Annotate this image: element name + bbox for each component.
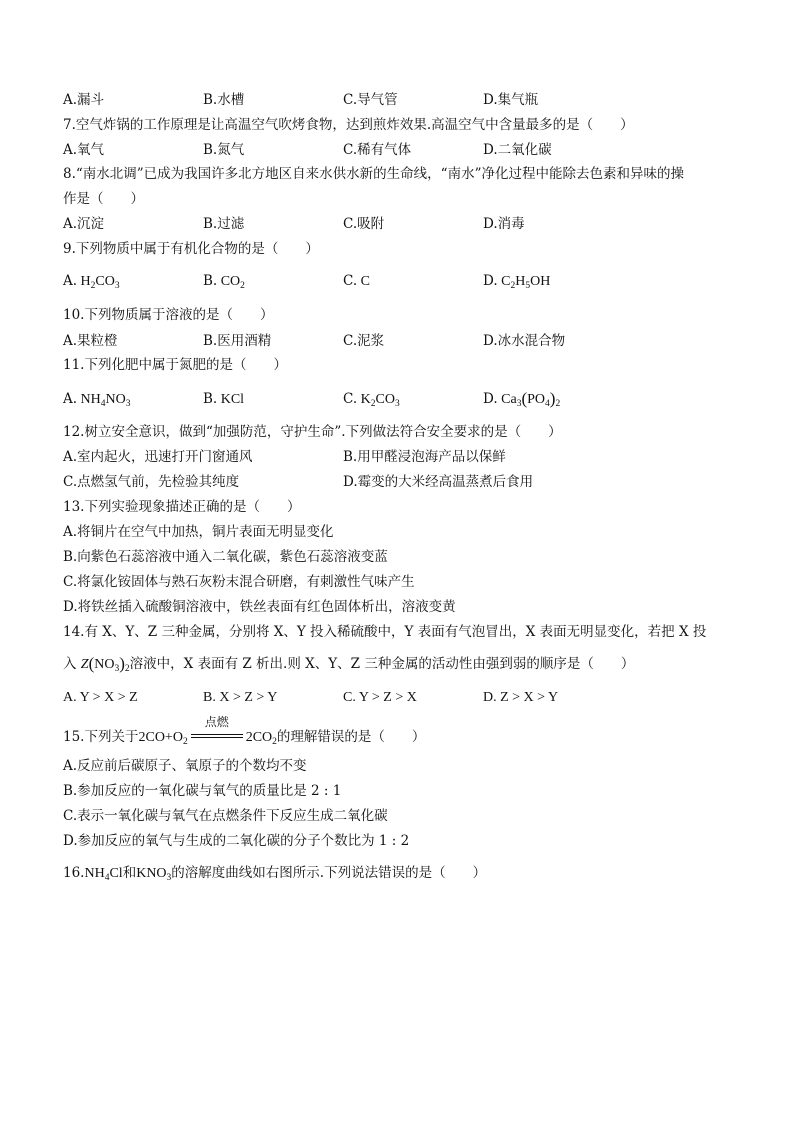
q11-option-a	[63, 390, 131, 409]
q11-formula-k2co3: $K_2CO_3$	[357, 392, 400, 409]
q16-stem-prefix: 16.	[63, 865, 85, 881]
q16-stem	[63, 864, 753, 883]
q11-option-c	[343, 390, 400, 409]
q12-option-d: D.霉变的大米经高温蒸煮后食用	[343, 474, 534, 490]
q13-option-c: C.将氯化铵固体与熟石灰粉末混合研磨，有刺激性气味产生	[63, 574, 415, 590]
q7-option-b: B.氮气	[203, 142, 245, 158]
q11-formula-ca3po42: $Ca_3(PO_4)_2$	[497, 389, 561, 409]
q10-option-d: D.冰水混合物	[483, 333, 566, 349]
q10-option-b: B.医用酒精	[203, 333, 272, 349]
q15-stem	[63, 715, 753, 747]
q15-option-b: B.参加反应的一氧化碳与氧气的质量比是 2 : 1	[63, 783, 342, 799]
q7-option-a: A.氧气	[63, 142, 105, 158]
q13-option-d: D.将铁丝插入硫酸铜溶液中，铁丝表面有红色固体析出，溶液变黄	[63, 599, 456, 615]
q8-stem-line1: 8.“南水北调”已成为我国许多北方地区自来水供水新的生命线，“南水”净化过程中能除去色素和异味的操	[63, 166, 684, 182]
q11-formula-kcl: KCl	[217, 392, 245, 407]
q11-formula-nh4no3: $NH_4NO_3$	[77, 392, 131, 409]
q12-option-b: B.用甲醛浸泡海产品以保鲜	[343, 449, 506, 465]
q11-option-d	[483, 390, 560, 409]
q9-option-a-letter: A.	[63, 273, 78, 289]
q14-stem-line2	[63, 655, 753, 674]
q6-option-b: B.水槽	[203, 92, 245, 108]
q9-option-b	[203, 272, 245, 291]
q7-option-c: C.稀有气体	[343, 142, 412, 158]
q9-options	[63, 272, 753, 290]
q11-option-b	[203, 390, 244, 409]
q10-stem: 10.下列物质属于溶液的是（ ）	[63, 307, 274, 323]
q11-stem: 11.下列化肥中属于氮肥的是（ ）	[63, 357, 287, 373]
q11-option-a-letter: A.	[63, 391, 78, 407]
q9-option-a	[63, 272, 120, 291]
q7-stem: 7.空气炸锅的工作原理是让高温空气吹烤食物，达到煎炸效果.高温空气中含量最多的是（ ）	[63, 117, 634, 133]
q8-stem-line2: 作是（ ）	[63, 191, 144, 207]
q15-stem-prefix: 15.下列关于	[63, 729, 139, 745]
q8-option-a: A.沉淀	[63, 216, 105, 232]
q14-option-c: C. Y > Z > X	[343, 690, 417, 705]
q15-equation: $2CO+O_2$ 点燃 $2CO_2$	[138, 715, 277, 747]
q8-option-d: D.消毒	[483, 216, 525, 232]
q9-option-d-letter: D.	[483, 273, 498, 289]
q12-option-c: C.点燃氢气前，先检验其纯度	[63, 474, 240, 490]
q13-option-b: B.向紫色石蕊溶液中通入二氧化碳，紫色石蕊溶液变蓝	[63, 549, 388, 565]
q8-option-b: B.过滤	[203, 216, 245, 232]
q12-stem: 12.树立安全意识，做到“加强防范，守护生命”.下列做法符合安全要求的是（ ）	[63, 424, 562, 440]
q9-formula-c: C	[357, 274, 370, 289]
q9-option-d	[483, 272, 550, 291]
q6-option-c: C.导气管	[343, 92, 398, 108]
q8-option-c: C.吸附	[343, 216, 385, 232]
q14-option-b: B. X > Z > Y	[203, 690, 278, 705]
q12-options-row1	[63, 448, 753, 466]
q8-options	[63, 215, 753, 233]
q9-option-c	[343, 272, 370, 291]
q13-option-a: A.将铜片在空气中加热，铜片表面无明显变化	[63, 524, 334, 540]
q10-options	[63, 332, 753, 350]
q14-stem-line1: 14.有 X、Y、Z 三种金属，分别将 X、Y 投入稀硫酸中，Y 表面有气泡冒出，X 表面无明显变化，若把 X 投	[63, 624, 707, 640]
q15-option-d: D.参加反应的氧气与生成的二氧化碳的分子个数比为 1 : 2	[63, 833, 410, 849]
q6-option-a: A.漏斗	[63, 92, 105, 108]
q14-option-a: A. Y > X > Z	[63, 690, 138, 705]
q14-stem-suffix: 溶液中，X 表面有 Z 析出.则 X、Y、Z 三种金属的活动性由强到弱的顺序是（ ）	[129, 656, 635, 672]
q11-option-d-letter: D.	[483, 391, 498, 407]
q9-formula-c2h5oh: $C_2H_5OH$	[497, 274, 551, 291]
q14-stem-prefix: 入	[63, 656, 77, 672]
q9-formula-co2: $CO_2$	[217, 274, 245, 291]
q11-options	[63, 390, 753, 408]
q15-option-c: C.表示一氧化碳与氧气在点燃条件下反应生成二氧化碳	[63, 808, 388, 824]
q12-option-a: A.室内起火，迅速打开门窗通风	[63, 449, 253, 465]
q14-formula-zno32: $Z(NO_3)_2$	[80, 654, 130, 674]
q15-option-a: A.反应前后碳原子、氧原子的个数均不变	[63, 758, 307, 774]
q10-option-a: A.果粒橙	[63, 333, 118, 349]
q16-formula-kno3: $KNO_3$	[136, 866, 172, 883]
q7-option-d: D.二氧化碳	[483, 142, 552, 158]
q9-option-c-letter: C.	[343, 273, 358, 289]
q9-formula-h2co3: $H_2CO_3$	[77, 274, 120, 291]
q6-option-d: D.集气瓶	[483, 92, 539, 108]
q9-option-b-letter: B.	[203, 273, 218, 289]
q15-equation-arrow	[189, 715, 245, 743]
q14-options	[63, 689, 753, 707]
q16-stem-mid: 和	[122, 865, 137, 881]
q16-formula-nh4cl: $NH_4Cl$	[84, 866, 123, 883]
q16-stem-suffix: 的溶解度曲线如右图所示.下列说法错误的是（ ）	[171, 865, 487, 881]
q10-option-c: C.泥浆	[343, 333, 385, 349]
q9-stem: 9.下列物质中属于有机化合物的是（ ）	[63, 241, 319, 257]
q11-option-c-letter: C.	[343, 391, 358, 407]
q13-stem: 13.下列实验现象描述正确的是（ ）	[63, 499, 301, 515]
q15-stem-suffix: 的理解错误的是（ ）	[276, 729, 426, 745]
q14-option-d: D. Z > X > Y	[483, 690, 559, 705]
q15-condition: 点燃	[204, 715, 229, 729]
q7-options	[63, 141, 753, 159]
q11-option-b-letter: B.	[203, 391, 218, 407]
q6-options	[63, 91, 753, 109]
q12-options-row2	[63, 473, 753, 491]
